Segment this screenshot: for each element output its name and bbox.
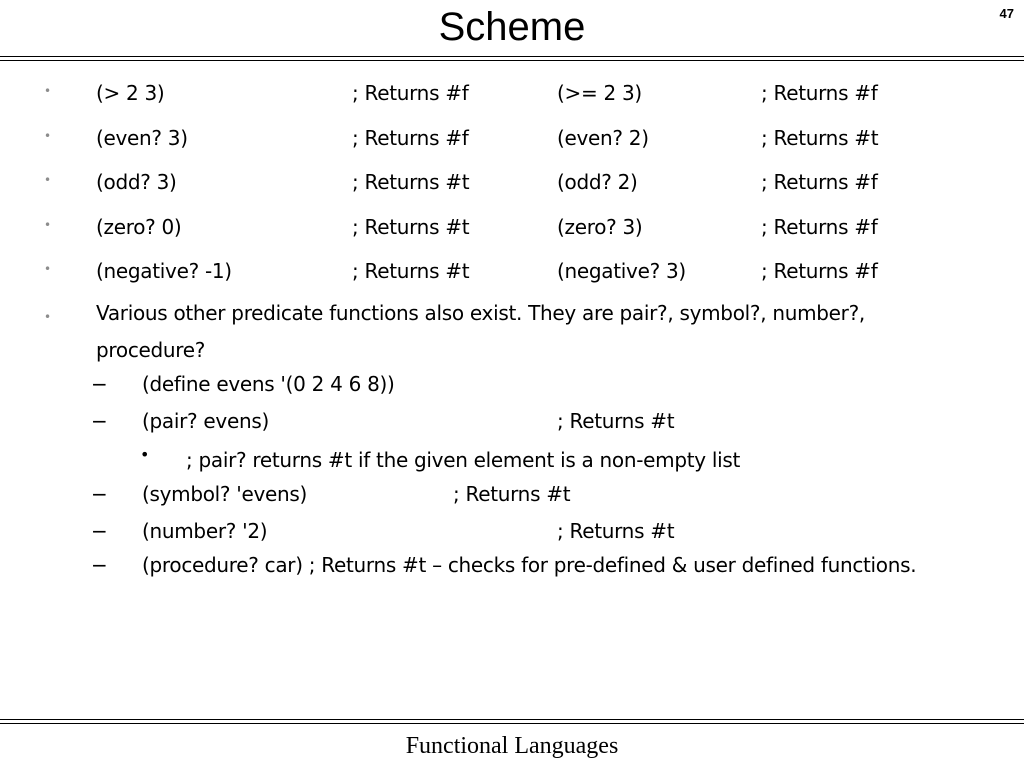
dash-icon: − <box>91 482 108 507</box>
result-comment: ; Returns #t <box>352 259 470 284</box>
predicate-paragraph <box>0 295 896 369</box>
small-bullet-icon: • <box>140 444 150 464</box>
sub-item <box>0 551 962 580</box>
define-expression: (define evens '(0 2 4 6 8)) <box>142 371 395 396</box>
procedure-line: (procedure? car) ; Returns #t – checks for pre-defined & user defined functions. <box>142 552 917 577</box>
page-number: 47 <box>999 6 1014 21</box>
sub-item <box>0 369 1024 406</box>
result-comment: ; Returns #f <box>761 81 878 105</box>
symbol-result: ; Returns #t <box>453 482 571 507</box>
result-comment: ; Returns #t <box>761 125 879 150</box>
sub-sub-item <box>0 443 1024 480</box>
number-result: ; Returns #t <box>557 519 675 544</box>
bullet-icon: • <box>44 173 51 188</box>
footer-divider-top <box>0 719 1024 720</box>
pair-note: ; pair? returns #t if the given element is a non-empty list <box>186 447 741 472</box>
bullet-row <box>0 165 1024 210</box>
dash-icon: − <box>91 552 108 577</box>
expression: (odd? 3) <box>96 170 177 195</box>
bullet-icon: • <box>44 84 51 98</box>
expression: (zero? 0) <box>96 214 182 239</box>
bullet-row <box>0 254 1024 299</box>
expression: (negative? 3) <box>557 259 686 284</box>
predicate-text: Various other predicate functions also exist. They are pair?, symbol?, number?, procedure? <box>96 300 865 362</box>
slide-content <box>0 76 1024 580</box>
footer-divider-bottom <box>0 723 1024 724</box>
expression: (even? 3) <box>96 125 188 150</box>
sub-item <box>0 406 1024 443</box>
pair-expression: (pair? evens) <box>142 408 269 433</box>
footer-text: Functional Languages <box>405 733 619 759</box>
dash-icon: − <box>91 371 108 396</box>
bullet-row <box>0 76 1024 121</box>
result-comment: ; Returns #f <box>761 214 878 239</box>
result-comment: ; Returns #t <box>352 170 470 195</box>
header-divider-top <box>0 56 1024 57</box>
bullet-row <box>0 210 1024 255</box>
bullet-icon: • <box>44 217 51 232</box>
result-comment: ; Returns #f <box>761 170 878 195</box>
bullet-icon: • <box>44 262 51 277</box>
dash-icon: − <box>91 519 108 544</box>
pair-result: ; Returns #t <box>557 408 675 433</box>
bullet-icon: • <box>44 309 51 324</box>
number-expression: (number? '2) <box>142 519 268 544</box>
result-comment: ; Returns #f <box>352 125 469 150</box>
header-divider-bottom <box>0 60 1024 61</box>
expression: (negative? -1) <box>96 259 232 284</box>
symbol-expression: (symbol? 'evens) <box>142 482 308 507</box>
expression: (> 2 3) <box>96 81 165 105</box>
result-comment: ; Returns #t <box>352 214 470 239</box>
bullet-icon: • <box>44 128 51 143</box>
sub-item <box>0 479 1024 516</box>
slide-title: Scheme <box>438 5 586 49</box>
sub-item <box>0 516 1024 553</box>
result-comment: ; Returns #f <box>761 259 878 284</box>
expression: (odd? 2) <box>557 170 638 195</box>
expression: (zero? 3) <box>557 214 643 239</box>
result-comment: ; Returns #f <box>352 81 469 105</box>
expression: (>= 2 3) <box>557 81 642 105</box>
dash-icon: − <box>91 408 108 433</box>
expression: (even? 2) <box>557 125 649 150</box>
bullet-row <box>0 121 1024 166</box>
